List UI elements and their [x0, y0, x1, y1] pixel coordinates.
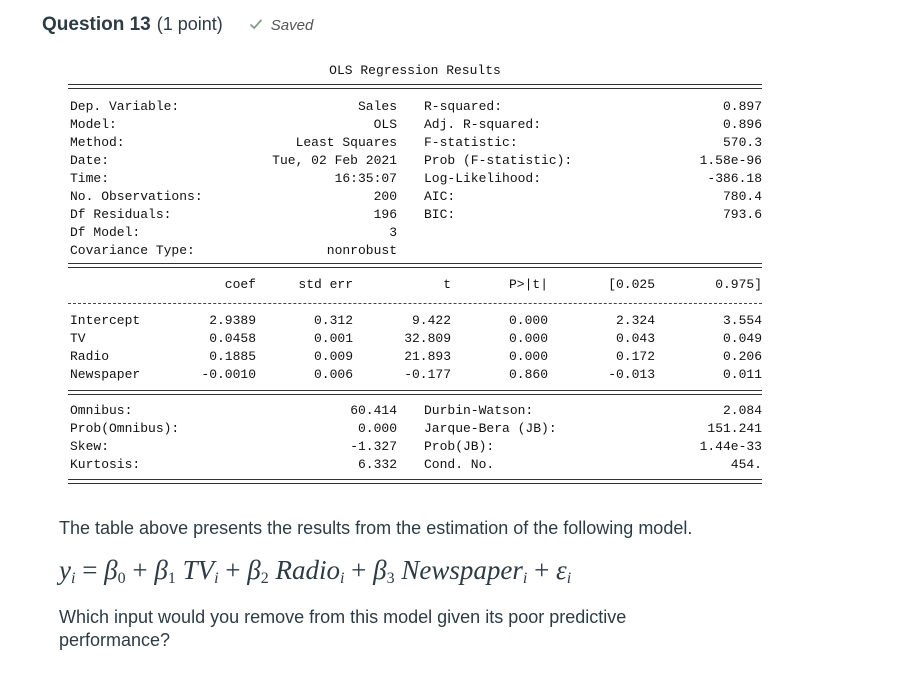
col-header: t	[443, 277, 451, 292]
saved-label: Saved	[270, 17, 314, 34]
diagnostic-row	[68, 402, 762, 420]
question-header	[42, 14, 313, 38]
coef-value: 0.860	[508, 367, 548, 382]
summary-label: R-squared:	[424, 99, 503, 114]
summary-label: Df Model:	[70, 225, 141, 240]
diagnostic-value: 60.414	[350, 403, 397, 418]
summary-value: Sales	[357, 99, 397, 114]
summary-label: BIC:	[424, 207, 456, 222]
coef-value: 0.009	[313, 349, 353, 364]
coef-value: 0.049	[722, 331, 762, 346]
summary-row	[68, 170, 762, 188]
double-rule	[68, 479, 762, 484]
summary-label: Dep. Variable:	[70, 99, 180, 114]
diagnostic-label: Skew:	[70, 439, 110, 454]
coef-header-row	[68, 276, 762, 294]
summary-value: 793.6	[722, 207, 762, 222]
model-equation: $y_i = \beta_0 + \beta_1$ $TV_i + \beta_2$ Radio$_i$ + $\beta_3$ Newspaper$_i$ + $\varepsilon_i$	[59, 555, 572, 587]
coef-value: 21.893	[404, 349, 451, 364]
coef-value: -0.177	[404, 367, 451, 382]
summary-label: Time:	[70, 171, 110, 186]
summary-value: 196	[373, 207, 397, 222]
summary-value: Least Squares	[295, 135, 397, 150]
coef-value: 0.0458	[209, 331, 256, 346]
ols-title: OLS Regression Results	[329, 63, 501, 78]
summary-label: AIC:	[424, 189, 456, 204]
diagnostic-value: 2.084	[722, 403, 762, 418]
summary-row	[68, 224, 762, 242]
coef-name: Radio	[70, 349, 110, 364]
summary-row	[68, 116, 762, 134]
summary-value: -386.18	[707, 171, 762, 186]
diagnostic-value: 1.44e-33	[699, 439, 762, 454]
dashed-rule	[68, 303, 762, 304]
check-icon	[249, 17, 263, 31]
diagnostic-label: Omnibus:	[70, 403, 133, 418]
diagnostic-value: 454.	[730, 457, 762, 472]
coef-name: TV	[70, 331, 86, 346]
diagnostic-label: Cond. No.	[424, 457, 495, 472]
summary-label: Method:	[70, 135, 125, 150]
summary-label: Log-Likelihood:	[424, 171, 542, 186]
summary-row	[68, 98, 762, 116]
coef-value: 0.206	[722, 349, 762, 364]
diagnostic-row	[68, 420, 762, 438]
summary-label: Date:	[70, 153, 110, 168]
summary-label: F-statistic:	[424, 135, 518, 150]
question-prompt: Which input would you remove from this model given its poor predictive performance?	[59, 607, 627, 650]
coef-name: Intercept	[70, 313, 141, 328]
coef-row	[68, 348, 762, 366]
diagnostic-label: Prob(JB):	[424, 439, 495, 454]
summary-value: 0.897	[722, 99, 762, 114]
summary-label: Prob (F-statistic):	[424, 153, 573, 168]
diagnostic-label: Jarque-Bera (JB):	[424, 421, 557, 436]
coef-row	[68, 366, 762, 384]
coef-value: 2.324	[615, 313, 655, 328]
diagnostic-value: -1.327	[350, 439, 397, 454]
summary-value: 3	[389, 225, 397, 240]
coef-value: 0.312	[313, 313, 353, 328]
summary-row	[68, 242, 762, 260]
diagnostic-row	[68, 456, 762, 474]
coef-value: 0.001	[313, 331, 353, 346]
coef-value: 9.422	[411, 313, 451, 328]
coef-value: 0.006	[313, 367, 353, 382]
coef-value: 0.043	[615, 331, 655, 346]
summary-value: nonrobust	[326, 243, 397, 258]
coef-value: 0.000	[508, 331, 548, 346]
summary-value: 0.896	[722, 117, 762, 132]
double-rule	[68, 263, 762, 268]
saved-status	[249, 16, 314, 34]
coef-value: 2.9389	[209, 313, 256, 328]
diagnostic-label: Durbin-Watson:	[424, 403, 534, 418]
summary-label: Covariance Type:	[70, 243, 195, 258]
coef-value: 32.809	[404, 331, 451, 346]
summary-label: Adj. R-squared:	[424, 117, 542, 132]
coef-value: 0.000	[508, 349, 548, 364]
diagnostic-value: 151.241	[707, 421, 762, 436]
coef-value: 0.1885	[209, 349, 256, 364]
summary-value: Tue, 02 Feb 2021	[272, 153, 397, 168]
summary-value: 1.58e-96	[699, 153, 762, 168]
col-header: P>|t|	[508, 277, 548, 292]
summary-row	[68, 152, 762, 170]
coef-value: 0.011	[722, 367, 762, 382]
coef-value: -0.0010	[201, 367, 256, 382]
coef-row	[68, 312, 762, 330]
summary-row	[68, 188, 762, 206]
question-title: Question 13	[42, 14, 151, 35]
coef-row	[68, 330, 762, 348]
col-header: coef	[224, 277, 256, 292]
diagnostic-label: Prob(Omnibus):	[70, 421, 180, 436]
summary-value: 16:35:07	[334, 171, 397, 186]
summary-label: Df Residuals:	[70, 207, 172, 222]
diagnostic-label: Kurtosis:	[70, 457, 141, 472]
double-rule	[68, 84, 762, 89]
coef-name: Newspaper	[70, 367, 141, 382]
double-rule	[68, 390, 762, 395]
summary-value: 570.3	[722, 135, 762, 150]
summary-row	[68, 134, 762, 152]
description-text: The table above presents the results from the estimation of the following model.	[59, 518, 693, 538]
summary-value: OLS	[373, 117, 397, 132]
summary-value: 200	[373, 189, 397, 204]
question-points: (1 point)	[156, 14, 223, 34]
summary-label: Model:	[70, 117, 117, 132]
coef-value: 0.172	[615, 349, 655, 364]
diagnostic-value: 6.332	[357, 457, 397, 472]
summary-label: No. Observations:	[70, 189, 203, 204]
diagnostic-row	[68, 438, 762, 456]
coef-value: 0.000	[508, 313, 548, 328]
summary-row	[68, 206, 762, 224]
summary-value: 780.4	[722, 189, 762, 204]
col-header: [0.025	[608, 277, 655, 292]
coef-value: -0.013	[608, 367, 655, 382]
col-header: std err	[298, 277, 353, 292]
coef-value: 3.554	[722, 313, 762, 328]
diagnostic-value: 0.000	[357, 421, 397, 436]
col-header: 0.975]	[715, 277, 762, 292]
